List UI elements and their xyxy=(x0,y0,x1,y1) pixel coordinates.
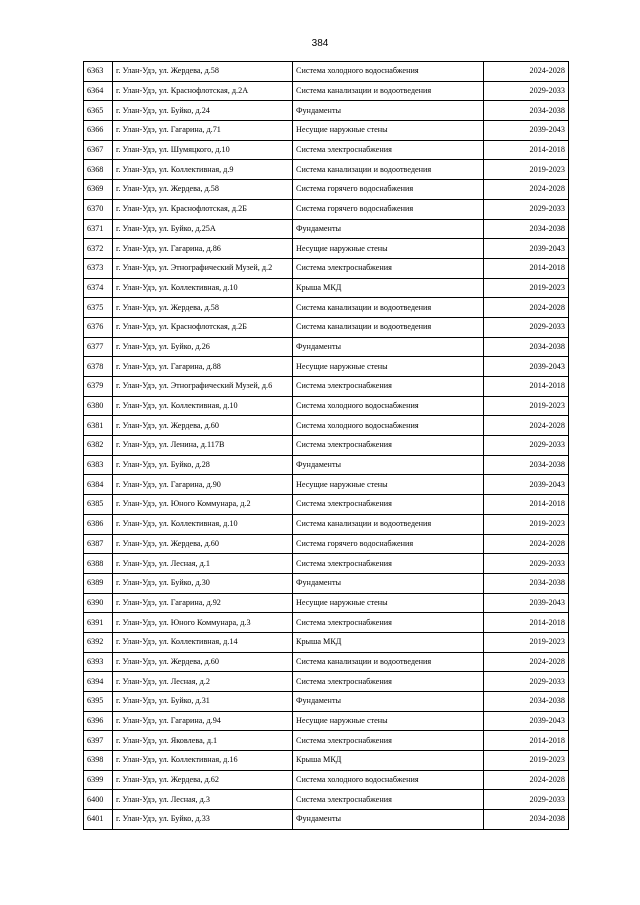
address-cell: г. Улан-Удэ, ул. Коллективная, д.10 xyxy=(113,396,293,416)
address-cell: г. Улан-Удэ, ул. Юного Коммунара, д.3 xyxy=(113,613,293,633)
table-row xyxy=(84,298,569,318)
table-row xyxy=(84,711,569,731)
period-cell: 2034-2038 xyxy=(484,573,569,593)
period-cell: 2014-2018 xyxy=(484,495,569,515)
table-row xyxy=(84,81,569,101)
system-cell: Система электроснабжения xyxy=(293,731,484,751)
period-cell: 2034-2038 xyxy=(484,810,569,830)
system-cell: Система электроснабжения xyxy=(293,613,484,633)
row-number-cell: 6384 xyxy=(84,475,113,495)
row-number-cell: 6369 xyxy=(84,180,113,200)
system-cell: Несущие наружные стены xyxy=(293,121,484,141)
period-cell: 2014-2018 xyxy=(484,613,569,633)
table-row xyxy=(84,475,569,495)
row-number-cell: 6390 xyxy=(84,593,113,613)
table-row xyxy=(84,731,569,751)
system-cell: Крыша МКД xyxy=(293,632,484,652)
system-cell: Фундаменты xyxy=(293,692,484,712)
row-number-cell: 6398 xyxy=(84,751,113,771)
period-cell: 2029-2033 xyxy=(484,554,569,574)
row-number-cell: 6394 xyxy=(84,672,113,692)
address-cell: г. Улан-Удэ, ул. Лесная, д.2 xyxy=(113,672,293,692)
address-cell: г. Улан-Удэ, ул. Яковлева, д.1 xyxy=(113,731,293,751)
system-cell: Система холодного водоснабжения xyxy=(293,396,484,416)
system-cell: Система электроснабжения xyxy=(293,672,484,692)
table-row xyxy=(84,810,569,830)
table-row xyxy=(84,514,569,534)
address-cell: г. Улан-Удэ, ул. Гагарина, д.94 xyxy=(113,711,293,731)
address-cell: г. Улан-Удэ, ул. Буйко, д.24 xyxy=(113,101,293,121)
system-cell: Система электроснабжения xyxy=(293,377,484,397)
period-cell: 2024-2028 xyxy=(484,770,569,790)
system-cell: Система горячего водоснабжения xyxy=(293,199,484,219)
period-cell: 2014-2018 xyxy=(484,731,569,751)
row-number-cell: 6376 xyxy=(84,317,113,337)
table-row xyxy=(84,199,569,219)
system-cell: Система канализации и водоотведения xyxy=(293,160,484,180)
address-cell: г. Улан-Удэ, ул. Буйко, д.28 xyxy=(113,455,293,475)
row-number-cell: 6363 xyxy=(84,62,113,82)
period-cell: 2034-2038 xyxy=(484,455,569,475)
table-row xyxy=(84,140,569,160)
row-number-cell: 6393 xyxy=(84,652,113,672)
system-cell: Система холодного водоснабжения xyxy=(293,62,484,82)
period-cell: 2029-2033 xyxy=(484,436,569,456)
row-number-cell: 6381 xyxy=(84,416,113,436)
address-cell: г. Улан-Удэ, ул. Краснофлотская, д.2Б xyxy=(113,199,293,219)
system-cell: Система канализации и водоотведения xyxy=(293,298,484,318)
system-cell: Система горячего водоснабжения xyxy=(293,180,484,200)
address-cell: г. Улан-Удэ, ул. Шумяцкого, д.10 xyxy=(113,140,293,160)
address-cell: г. Улан-Удэ, ул. Буйко, д.33 xyxy=(113,810,293,830)
period-cell: 2029-2033 xyxy=(484,790,569,810)
system-cell: Несущие наружные стены xyxy=(293,239,484,259)
period-cell: 2024-2028 xyxy=(484,652,569,672)
row-number-cell: 6388 xyxy=(84,554,113,574)
address-cell: г. Улан-Удэ, ул. Коллективная, д.10 xyxy=(113,278,293,298)
system-cell: Фундаменты xyxy=(293,219,484,239)
row-number-cell: 6377 xyxy=(84,337,113,357)
system-cell: Система канализации и водоотведения xyxy=(293,514,484,534)
table-row xyxy=(84,593,569,613)
row-number-cell: 6375 xyxy=(84,298,113,318)
system-cell: Система канализации и водоотведения xyxy=(293,317,484,337)
table-row xyxy=(84,652,569,672)
system-cell: Несущие наружные стены xyxy=(293,711,484,731)
address-cell: г. Улан-Удэ, ул. Лесная, д.3 xyxy=(113,790,293,810)
address-cell: г. Улан-Удэ, ул. Юного Коммунара, д.2 xyxy=(113,495,293,515)
address-cell: г. Улан-Удэ, ул. Буйко, д.25А xyxy=(113,219,293,239)
row-number-cell: 6367 xyxy=(84,140,113,160)
row-number-cell: 6386 xyxy=(84,514,113,534)
address-cell: г. Улан-Удэ, ул. Гагарина, д.88 xyxy=(113,357,293,377)
period-cell: 2039-2043 xyxy=(484,475,569,495)
address-cell: г. Улан-Удэ, ул. Коллективная, д.10 xyxy=(113,514,293,534)
period-cell: 2039-2043 xyxy=(484,357,569,377)
address-cell: г. Улан-Удэ, ул. Гагарина, д.92 xyxy=(113,593,293,613)
table-row xyxy=(84,62,569,82)
table-row xyxy=(84,357,569,377)
period-cell: 2029-2033 xyxy=(484,199,569,219)
address-cell: г. Улан-Удэ, ул. Коллективная, д.9 xyxy=(113,160,293,180)
period-cell: 2024-2028 xyxy=(484,534,569,554)
system-cell: Несущие наружные стены xyxy=(293,357,484,377)
table-row xyxy=(84,180,569,200)
address-cell: г. Улан-Удэ, ул. Жердева, д.58 xyxy=(113,298,293,318)
address-cell: г. Улан-Удэ, ул. Этнографический Музей, д.6 xyxy=(113,377,293,397)
address-cell: г. Улан-Удэ, ул. Лесная, д.1 xyxy=(113,554,293,574)
period-cell: 2019-2023 xyxy=(484,396,569,416)
system-cell: Система канализации и водоотведения xyxy=(293,81,484,101)
address-cell: г. Улан-Удэ, ул. Гагарина, д.90 xyxy=(113,475,293,495)
row-number-cell: 6368 xyxy=(84,160,113,180)
table-row xyxy=(84,455,569,475)
system-cell: Система холодного водоснабжения xyxy=(293,416,484,436)
table-row xyxy=(84,534,569,554)
system-cell: Система канализации и водоотведения xyxy=(293,652,484,672)
period-cell: 2019-2023 xyxy=(484,751,569,771)
table-row xyxy=(84,121,569,141)
address-cell: г. Улан-Удэ, ул. Краснофлотская, д.2Б xyxy=(113,317,293,337)
row-number-cell: 6395 xyxy=(84,692,113,712)
table-row xyxy=(84,337,569,357)
period-cell: 2024-2028 xyxy=(484,62,569,82)
address-cell: г. Улан-Удэ, ул. Жердева, д.60 xyxy=(113,534,293,554)
row-number-cell: 6380 xyxy=(84,396,113,416)
row-number-cell: 6373 xyxy=(84,258,113,278)
table-row xyxy=(84,751,569,771)
table-row xyxy=(84,160,569,180)
period-cell: 2039-2043 xyxy=(484,121,569,141)
row-number-cell: 6374 xyxy=(84,278,113,298)
row-number-cell: 6385 xyxy=(84,495,113,515)
table-row xyxy=(84,239,569,259)
address-cell: г. Улан-Удэ, ул. Этнографический Музей, д.2 xyxy=(113,258,293,278)
system-cell: Фундаменты xyxy=(293,337,484,357)
registry-table-body xyxy=(84,62,569,830)
period-cell: 2019-2023 xyxy=(484,160,569,180)
system-cell: Система электроснабжения xyxy=(293,495,484,515)
row-number-cell: 6397 xyxy=(84,731,113,751)
row-number-cell: 6378 xyxy=(84,357,113,377)
table-row xyxy=(84,692,569,712)
period-cell: 2019-2023 xyxy=(484,514,569,534)
period-cell: 2034-2038 xyxy=(484,219,569,239)
address-cell: г. Улан-Удэ, ул. Жердева, д.62 xyxy=(113,770,293,790)
table-row xyxy=(84,416,569,436)
row-number-cell: 6371 xyxy=(84,219,113,239)
period-cell: 2014-2018 xyxy=(484,140,569,160)
system-cell: Несущие наружные стены xyxy=(293,593,484,613)
row-number-cell: 6383 xyxy=(84,455,113,475)
table-row xyxy=(84,278,569,298)
table-row xyxy=(84,632,569,652)
address-cell: г. Улан-Удэ, ул. Жердева, д.58 xyxy=(113,180,293,200)
row-number-cell: 6379 xyxy=(84,377,113,397)
address-cell: г. Улан-Удэ, ул. Гагарина, д.71 xyxy=(113,121,293,141)
table-row xyxy=(84,495,569,515)
address-cell: г. Улан-Удэ, ул. Жердева, д.60 xyxy=(113,652,293,672)
system-cell: Крыша МКД xyxy=(293,278,484,298)
period-cell: 2019-2023 xyxy=(484,278,569,298)
table-row xyxy=(84,377,569,397)
period-cell: 2014-2018 xyxy=(484,377,569,397)
row-number-cell: 6401 xyxy=(84,810,113,830)
registry-table xyxy=(83,61,569,830)
period-cell: 2024-2028 xyxy=(484,416,569,436)
row-number-cell: 6364 xyxy=(84,81,113,101)
table-row xyxy=(84,436,569,456)
period-cell: 2029-2033 xyxy=(484,317,569,337)
period-cell: 2019-2023 xyxy=(484,632,569,652)
period-cell: 2014-2018 xyxy=(484,258,569,278)
system-cell: Фундаменты xyxy=(293,573,484,593)
row-number-cell: 6392 xyxy=(84,632,113,652)
table-row xyxy=(84,219,569,239)
period-cell: 2034-2038 xyxy=(484,101,569,121)
table-row xyxy=(84,258,569,278)
row-number-cell: 6391 xyxy=(84,613,113,633)
table-row xyxy=(84,396,569,416)
period-cell: 2024-2028 xyxy=(484,298,569,318)
system-cell: Система электроснабжения xyxy=(293,790,484,810)
table-row xyxy=(84,101,569,121)
address-cell: г. Улан-Удэ, ул. Буйко, д.30 xyxy=(113,573,293,593)
system-cell: Система горячего водоснабжения xyxy=(293,534,484,554)
table-row xyxy=(84,672,569,692)
table-row xyxy=(84,790,569,810)
address-cell: г. Улан-Удэ, ул. Краснофлотская, д.2А xyxy=(113,81,293,101)
page-number: 384 xyxy=(311,38,329,49)
address-cell: г. Улан-Удэ, ул. Коллективная, д.16 xyxy=(113,751,293,771)
row-number-cell: 6396 xyxy=(84,711,113,731)
table-row xyxy=(84,770,569,790)
row-number-cell: 6370 xyxy=(84,199,113,219)
row-number-cell: 6382 xyxy=(84,436,113,456)
table-row xyxy=(84,317,569,337)
table-row xyxy=(84,613,569,633)
period-cell: 2029-2033 xyxy=(484,81,569,101)
table-row xyxy=(84,573,569,593)
row-number-cell: 6389 xyxy=(84,573,113,593)
row-number-cell: 6387 xyxy=(84,534,113,554)
period-cell: 2039-2043 xyxy=(484,239,569,259)
system-cell: Фундаменты xyxy=(293,101,484,121)
address-cell: г. Улан-Удэ, ул. Буйко, д.31 xyxy=(113,692,293,712)
address-cell: г. Улан-Удэ, ул. Жердева, д.58 xyxy=(113,62,293,82)
period-cell: 2029-2033 xyxy=(484,672,569,692)
row-number-cell: 6365 xyxy=(84,101,113,121)
system-cell: Система электроснабжения xyxy=(293,554,484,574)
address-cell: г. Улан-Удэ, ул. Ленина, д.117В xyxy=(113,436,293,456)
row-number-cell: 6372 xyxy=(84,239,113,259)
system-cell: Система электроснабжения xyxy=(293,436,484,456)
system-cell: Система холодного водоснабжения xyxy=(293,770,484,790)
system-cell: Система электроснабжения xyxy=(293,258,484,278)
table-row xyxy=(84,554,569,574)
period-cell: 2034-2038 xyxy=(484,337,569,357)
period-cell: 2039-2043 xyxy=(484,593,569,613)
period-cell: 2024-2028 xyxy=(484,180,569,200)
system-cell: Фундаменты xyxy=(293,810,484,830)
system-cell: Фундаменты xyxy=(293,455,484,475)
system-cell: Система электроснабжения xyxy=(293,140,484,160)
address-cell: г. Улан-Удэ, ул. Гагарина, д.86 xyxy=(113,239,293,259)
address-cell: г. Улан-Удэ, ул. Буйко, д.26 xyxy=(113,337,293,357)
system-cell: Несущие наружные стены xyxy=(293,475,484,495)
period-cell: 2034-2038 xyxy=(484,692,569,712)
address-cell: г. Улан-Удэ, ул. Жердева, д.60 xyxy=(113,416,293,436)
row-number-cell: 6400 xyxy=(84,790,113,810)
period-cell: 2039-2043 xyxy=(484,711,569,731)
address-cell: г. Улан-Удэ, ул. Коллективная, д.14 xyxy=(113,632,293,652)
row-number-cell: 6366 xyxy=(84,121,113,141)
row-number-cell: 6399 xyxy=(84,770,113,790)
system-cell: Крыша МКД xyxy=(293,751,484,771)
